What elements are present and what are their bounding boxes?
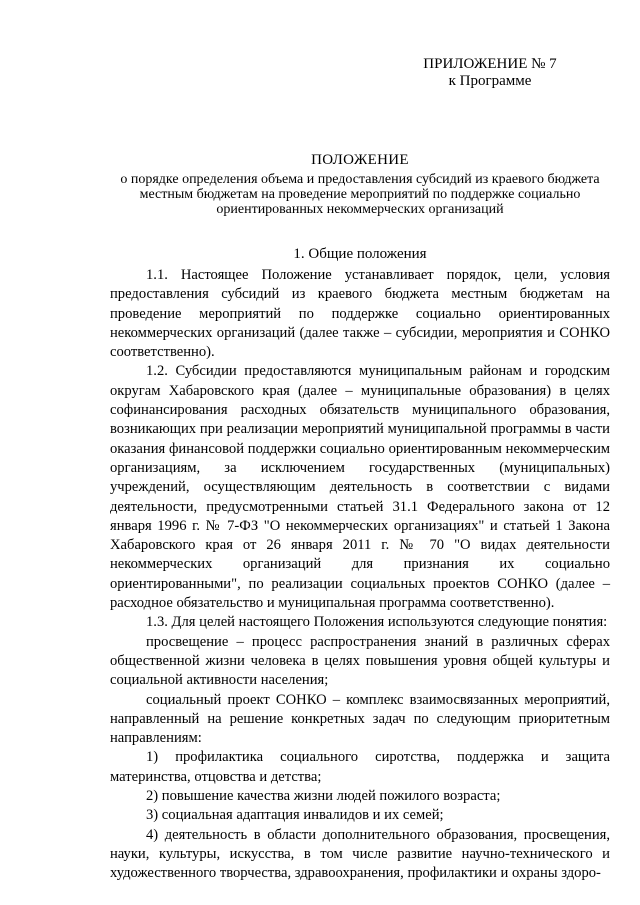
- paragraph: 1.1. Настоящее Положение устанавливает порядок, цели, условия предоставления субсидий из краевого бюджета местным бюджетам на проведение мероприятий по поддержке социально ориентированных некоммерческих организаций (далее также – субсидии, мероприятия и СОНКО соответственно).: [110, 267, 610, 361]
- paragraph: 1.3. Для целей настоящего Положения используются следующие понятия:: [146, 614, 608, 631]
- title-heading: ПОЛОЖЕНИЕ: [311, 152, 409, 168]
- paragraph: социальный проект СОНКО – комплекс взаимосвязанных мероприятий, направленный на решение конкретных задач по следующим приоритетным направлениям:: [110, 691, 610, 747]
- paragraph: просвещение – процесс распространения знаний в различных сферах общественной жизни человека в целях повышения уровня общей культуры и социальной активности населения;: [110, 633, 610, 689]
- paragraph: 1.2. Субсидии предоставляются муниципальным районам и городским округам Хабаровского края (далее – муниципальные образования) в целях софинансирования расходных обязательств муниципального образования, возникающих при реализации мероприятий муниципальной программы в части оказания финансовой поддержки социально ориентированным некоммерческим организациям, за исключением государственных (муниципальных) учреждений, осуществляющим деятельность в соответствии с видами деятельности, предусмотренными статьей 31.1 Федерального закона от 12 января 1996 г. № 7-ФЗ "О некоммерческих организациях" и статьей 1 Закона Хабаровского края от 26 января 2011 г. № 70 "О видах деятельности некоммерческих организаций для признания их социально ориентированными", по реализации социальных проектов СОНКО (далее – расходное обязательство и муниципальная программа соответственно).: [110, 363, 610, 612]
- document-title: [110, 152, 610, 217]
- appendix-label: ПРИЛОЖЕНИЕ № 7: [423, 56, 557, 72]
- paragraph: 4) деятельность в области дополнительного образования, просвещения, науки, культуры, искусства, в том числе развитие научно-технического и художественного творчества, здравоохранения, профилактики и охраны здоро-: [110, 826, 610, 882]
- paragraph: 3) социальная адаптация инвалидов и их семей;: [146, 807, 444, 824]
- title-subtitle: о порядке определения объема и предоставления субсидий из краевого бюджета местным бюджетам на проведение мероприятий по поддержке социально ориентированных некоммерческих организаций: [120, 172, 600, 217]
- paragraph: 2) повышение качества жизни людей пожилого возраста;: [146, 788, 501, 805]
- document-body: [110, 266, 610, 884]
- appendix-sub: к Программе: [448, 73, 532, 89]
- section-heading: 1. Общие положения: [293, 246, 427, 262]
- paragraph: 1) профилактика социального сиротства, поддержка и защита материнства, отцовства и детства;: [110, 749, 610, 785]
- appendix-header: [420, 56, 560, 90]
